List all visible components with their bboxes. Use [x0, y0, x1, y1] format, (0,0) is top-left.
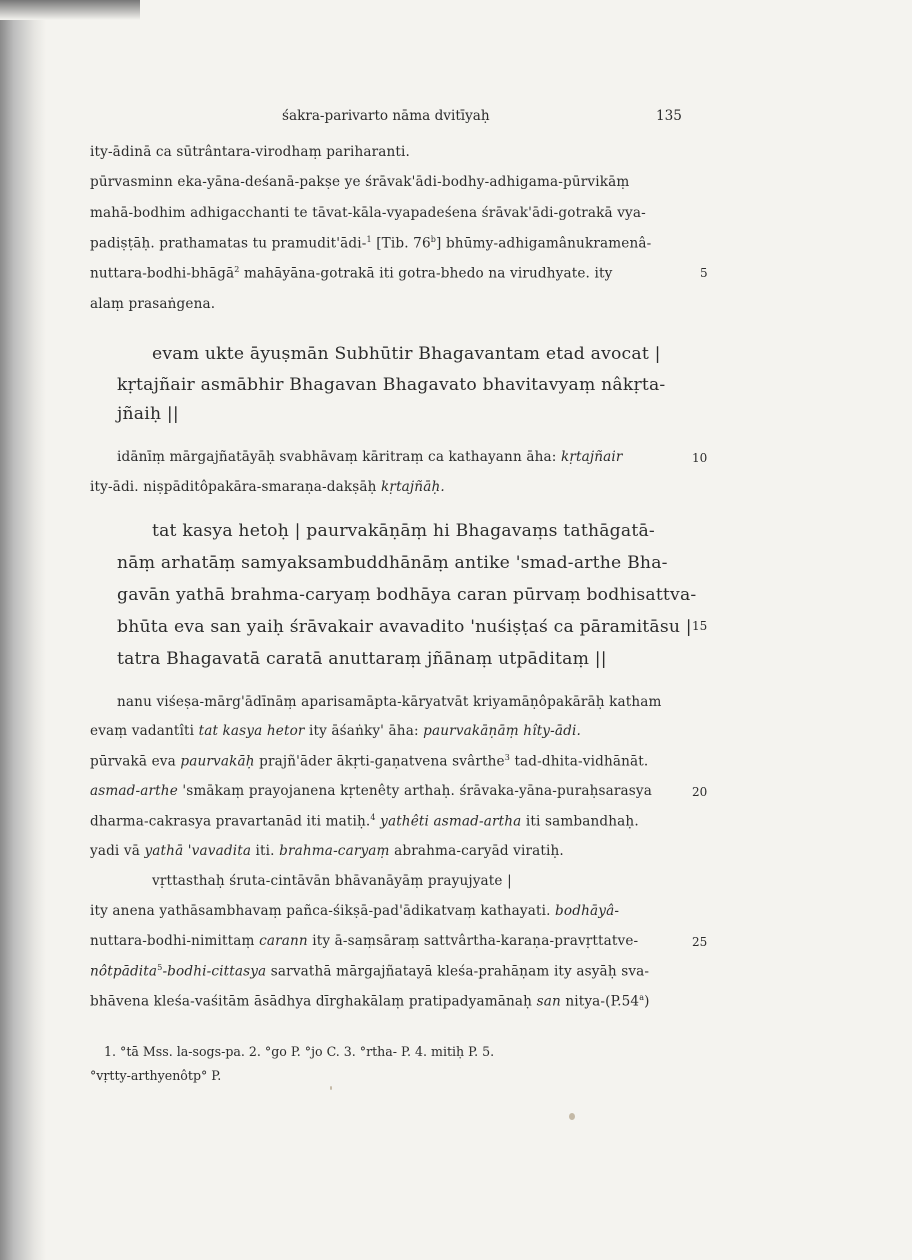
sutra-verse-line: tat kasya hetoḥ | paurvakāṇāṃ hi Bhagavaṃs tathāgatā-: [152, 521, 655, 541]
margin-line-number: 15: [692, 619, 708, 633]
sutra-verse-line: jñaiḥ ||: [117, 404, 179, 424]
commentary-line: dharma-cakrasya pravartanād iti matiḥ.$^4$ yathêti asmad-artha iti sambandhaḥ.: [90, 813, 639, 830]
quoted-verse-line: vṛttasthaḥ śruta-cintāvān bhāvanāyāṃ prayujyate |: [152, 873, 512, 889]
sutra-verse-line: kṛtajñair asmābhir Bhagavan Bhagavato bhavitavyaṃ nâkṛta-: [117, 375, 666, 395]
sutra-verse-line: bhūta eva san yaiḥ śrāvakair avavadito 'nuśiṣṭaś ca pāramitāsu |: [117, 617, 692, 637]
margin-line-number: 20: [692, 785, 708, 799]
running-header-title: śakra-parivarto nāma dvitīyaḥ: [282, 108, 490, 124]
commentary-line: pūrvasminn eka-yāna-deśanā-pakṣe ye śrāvak'ādi-bodhy-adhigama-pūrvikāṃ: [90, 174, 630, 190]
footnote-line: 1. °tā Mss. la-sogs-pa. 2. °go P. °jo C. 3. °rtha- P. 4. mitiḥ P. 5.: [104, 1044, 495, 1059]
commentary-line: mahā-bodhim adhigacchanti te tāvat-kāla-vyapadeśena śrāvak'ādi-gotrakā vya-: [90, 205, 646, 221]
commentary-line: ity-ādinā ca sūtrântara-virodhaṃ pariharanti.: [90, 144, 411, 160]
footnote-line: °vṛtty-arthyenôtp° P.: [90, 1068, 222, 1083]
sutra-verse-line: tatra Bhagavatā caratā anuttaraṃ jñānaṃ utpāditaṃ ||: [117, 649, 607, 669]
commentary-line: ity-ādi. niṣpāditôpakāra-smaraṇa-dakṣāḥ kṛtajñāḥ.: [90, 479, 445, 495]
margin-line-number: 5: [700, 266, 708, 280]
sutra-verse-line: nāṃ arhatāṃ samyaksambuddhānāṃ antike 'smad-arthe Bha-: [117, 553, 668, 573]
commentary-line: nuttara-bodhi-nimittaṃ carann ity ā-saṃsāraṃ sattvârtha-karaṇa-pravṛttatve-: [90, 933, 639, 949]
commentary-line: idānīṃ mārgajñatāyāḥ svabhāvaṃ kāritraṃ ca kathayann āha: kṛtajñair: [117, 449, 623, 465]
sutra-verse-line: evam ukte āyuṣmān Subhūtir Bhagavantam etad avocat |: [152, 344, 661, 364]
commentary-line: asmad-arthe 'smākaṃ prayojanena kṛtenêty arthaḥ. śrāvaka-yāna-puraḥsarasya: [90, 783, 653, 799]
scan-speck: [569, 1113, 575, 1120]
commentary-line: padiṣṭāḥ. prathamatas tu pramudit'ādi-$^1$ [Tib. 76$^b$] bhūmy-adhigamânukramenâ-: [90, 235, 652, 252]
commentary-line: evaṃ vadantîti tat kasya hetor ity āśaṅky' āha: paurvakāṇāṃ hîty-ādi.: [90, 723, 581, 739]
page-number: 135: [656, 108, 682, 124]
commentary-line: nanu viśeṣa-mārg'ādīnāṃ aparisamāpta-kāryatvāt kriyamāṇôpakārāḥ katham: [117, 694, 662, 710]
commentary-line: nuttara-bodhi-bhāgā$^2$ mahāyāna-gotrakā iti gotra-bhedo na virudhyate. ity: [90, 265, 613, 282]
commentary-line: nôtpādita$^5$-bodhi-cittasya sarvathā mārgajñatayā kleśa-prahāṇam ity asyāḥ sva-: [90, 963, 650, 980]
commentary-line: alaṃ prasaṅgena.: [90, 296, 216, 312]
margin-line-number: 10: [692, 451, 708, 465]
commentary-line: yadi vā yathā 'vavadita iti. brahma-caryaṃ abrahma-caryād viratiḥ.: [90, 843, 564, 859]
commentary-line: bhāvena kleśa-vaśitām āsādhya dīrghakālaṃ pratipadyamānaḥ san nitya-(P.54$^a$): [90, 993, 650, 1010]
commentary-line: ity anena yathāsambhavaṃ pañca-śikṣā-pad'ādikatvaṃ kathayati. bodhāyâ-: [90, 903, 620, 919]
scan-speck: [330, 1086, 332, 1090]
sutra-verse-line: gavān yathā brahma-caryaṃ bodhāya caran pūrvaṃ bodhisattva-: [117, 585, 697, 605]
commentary-line: pūrvakā eva paurvakāḥ prajñ'āder ākṛti-gaṇatvena svârthe$^3$ tad-dhita-vidhānāt.: [90, 753, 649, 770]
margin-line-number: 25: [692, 935, 708, 949]
